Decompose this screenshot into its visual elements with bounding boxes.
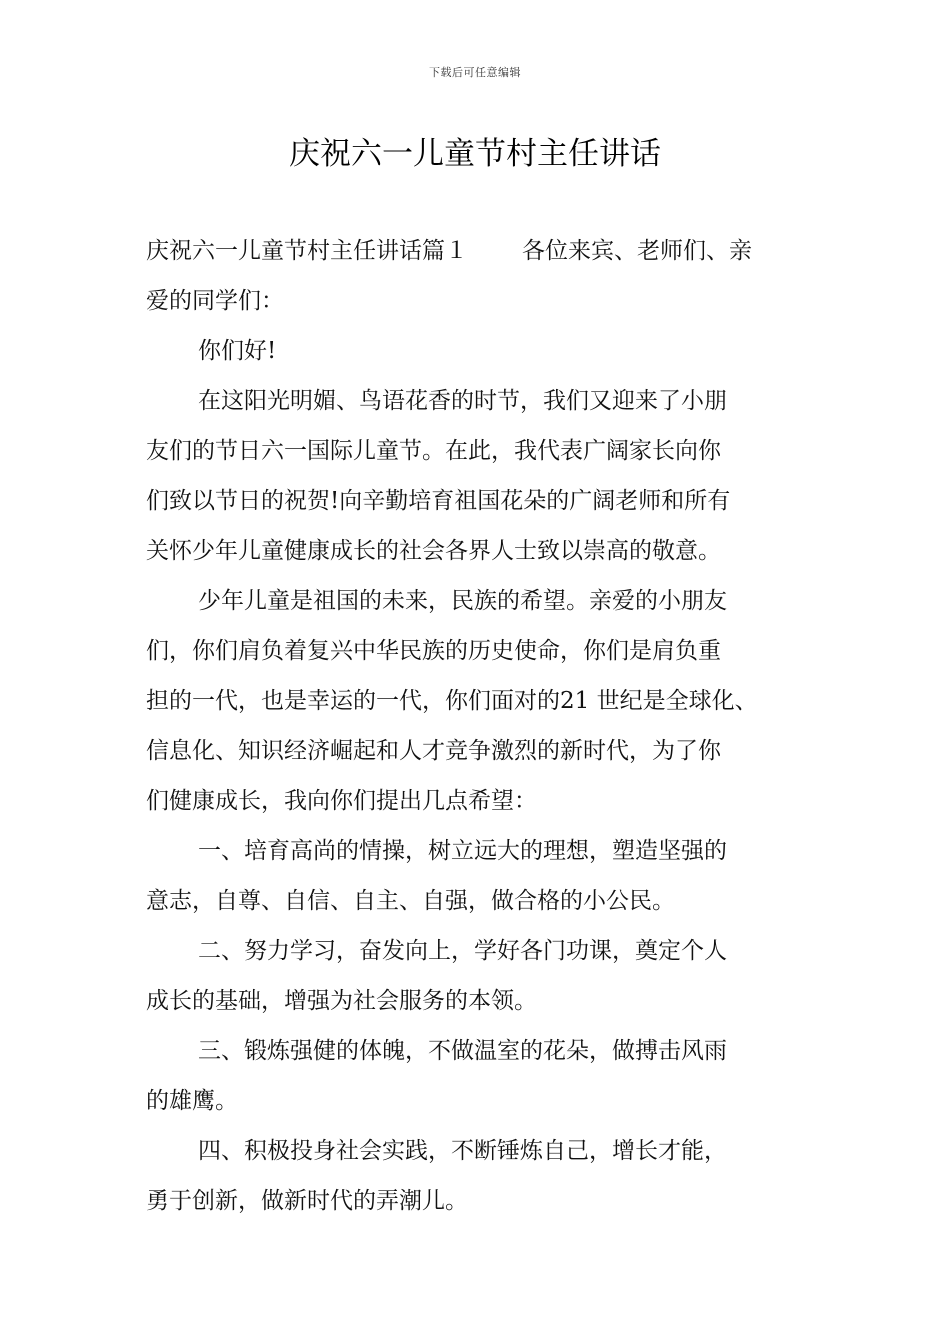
text-line: 关怀少年儿童健康成长的社会各界人士致以崇高的敬意。 (146, 538, 721, 564)
text-line: 少年儿童是祖国的未来，民族的希望。亲爱的小朋友 (198, 588, 727, 614)
text-line: 们，你们肩负着复兴中华民族的历史使命，你们是肩负重 (146, 638, 721, 664)
paragraph-opening (146, 226, 818, 326)
salutation-line: 各位来宾、老师们、亲 (522, 238, 752, 264)
text-line: 三、锻炼强健的体魄，不做温室的花朵，做搏击风雨 (198, 1038, 727, 1064)
paragraph-hope-3 (146, 1026, 818, 1126)
paragraph-hope-2 (146, 926, 818, 1026)
document-title: 庆祝六一儿童节村主任讲话 (289, 136, 661, 172)
text-line: 一、培育高尚的情操，树立远大的理想，塑造坚强的 (198, 838, 727, 864)
paragraph-hope-4 (146, 1126, 818, 1226)
text-line: 四、积极投身社会实践，不断锤炼自己，增长才能， (198, 1138, 727, 1164)
paragraph-greeting (146, 326, 818, 376)
text-line: 信息化、知识经济崛起和人才竞争激烈的新时代，为了你 (146, 738, 721, 764)
document-body (146, 226, 818, 1226)
text-line: 的雄鹰。 (146, 1088, 238, 1114)
text-line: 二、努力学习，奋发向上，学好各门功课，奠定个人 (198, 938, 727, 964)
text-line: 友们的节日六一国际儿童节。在此，我代表广阔家长向你 (146, 438, 721, 464)
text-line: 担的一代，也是幸运的一代，你们面对的21 世纪是全球化、 (146, 688, 758, 714)
greeting-line: 你们好! (198, 338, 277, 364)
text-line: 勇于创新，做新时代的弄潮儿。 (146, 1188, 468, 1214)
text-line: 成长的基础，增强为社会服务的本领。 (146, 988, 537, 1014)
paragraph-festival (146, 376, 818, 576)
paragraph-hope-1 (146, 826, 818, 926)
text-line: 意志，自尊、自信、自主、自强，做合格的小公民。 (146, 888, 675, 914)
text-line: 们健康成长，我向你们提出几点希望： (146, 788, 537, 814)
text-line: 们致以节日的祝贺!向辛勤培育祖国花朵的广阔老师和所有 (146, 488, 731, 514)
text-line: 在这阳光明媚、鸟语花香的时节，我们又迎来了小朋 (198, 388, 727, 414)
header-note: 下载后可任意编辑 (429, 66, 521, 79)
paragraph-future (146, 576, 818, 826)
salutation-line: 爱的同学们： (146, 288, 284, 314)
section-heading: 庆祝六一儿童节村主任讲话篇１ (146, 238, 468, 264)
